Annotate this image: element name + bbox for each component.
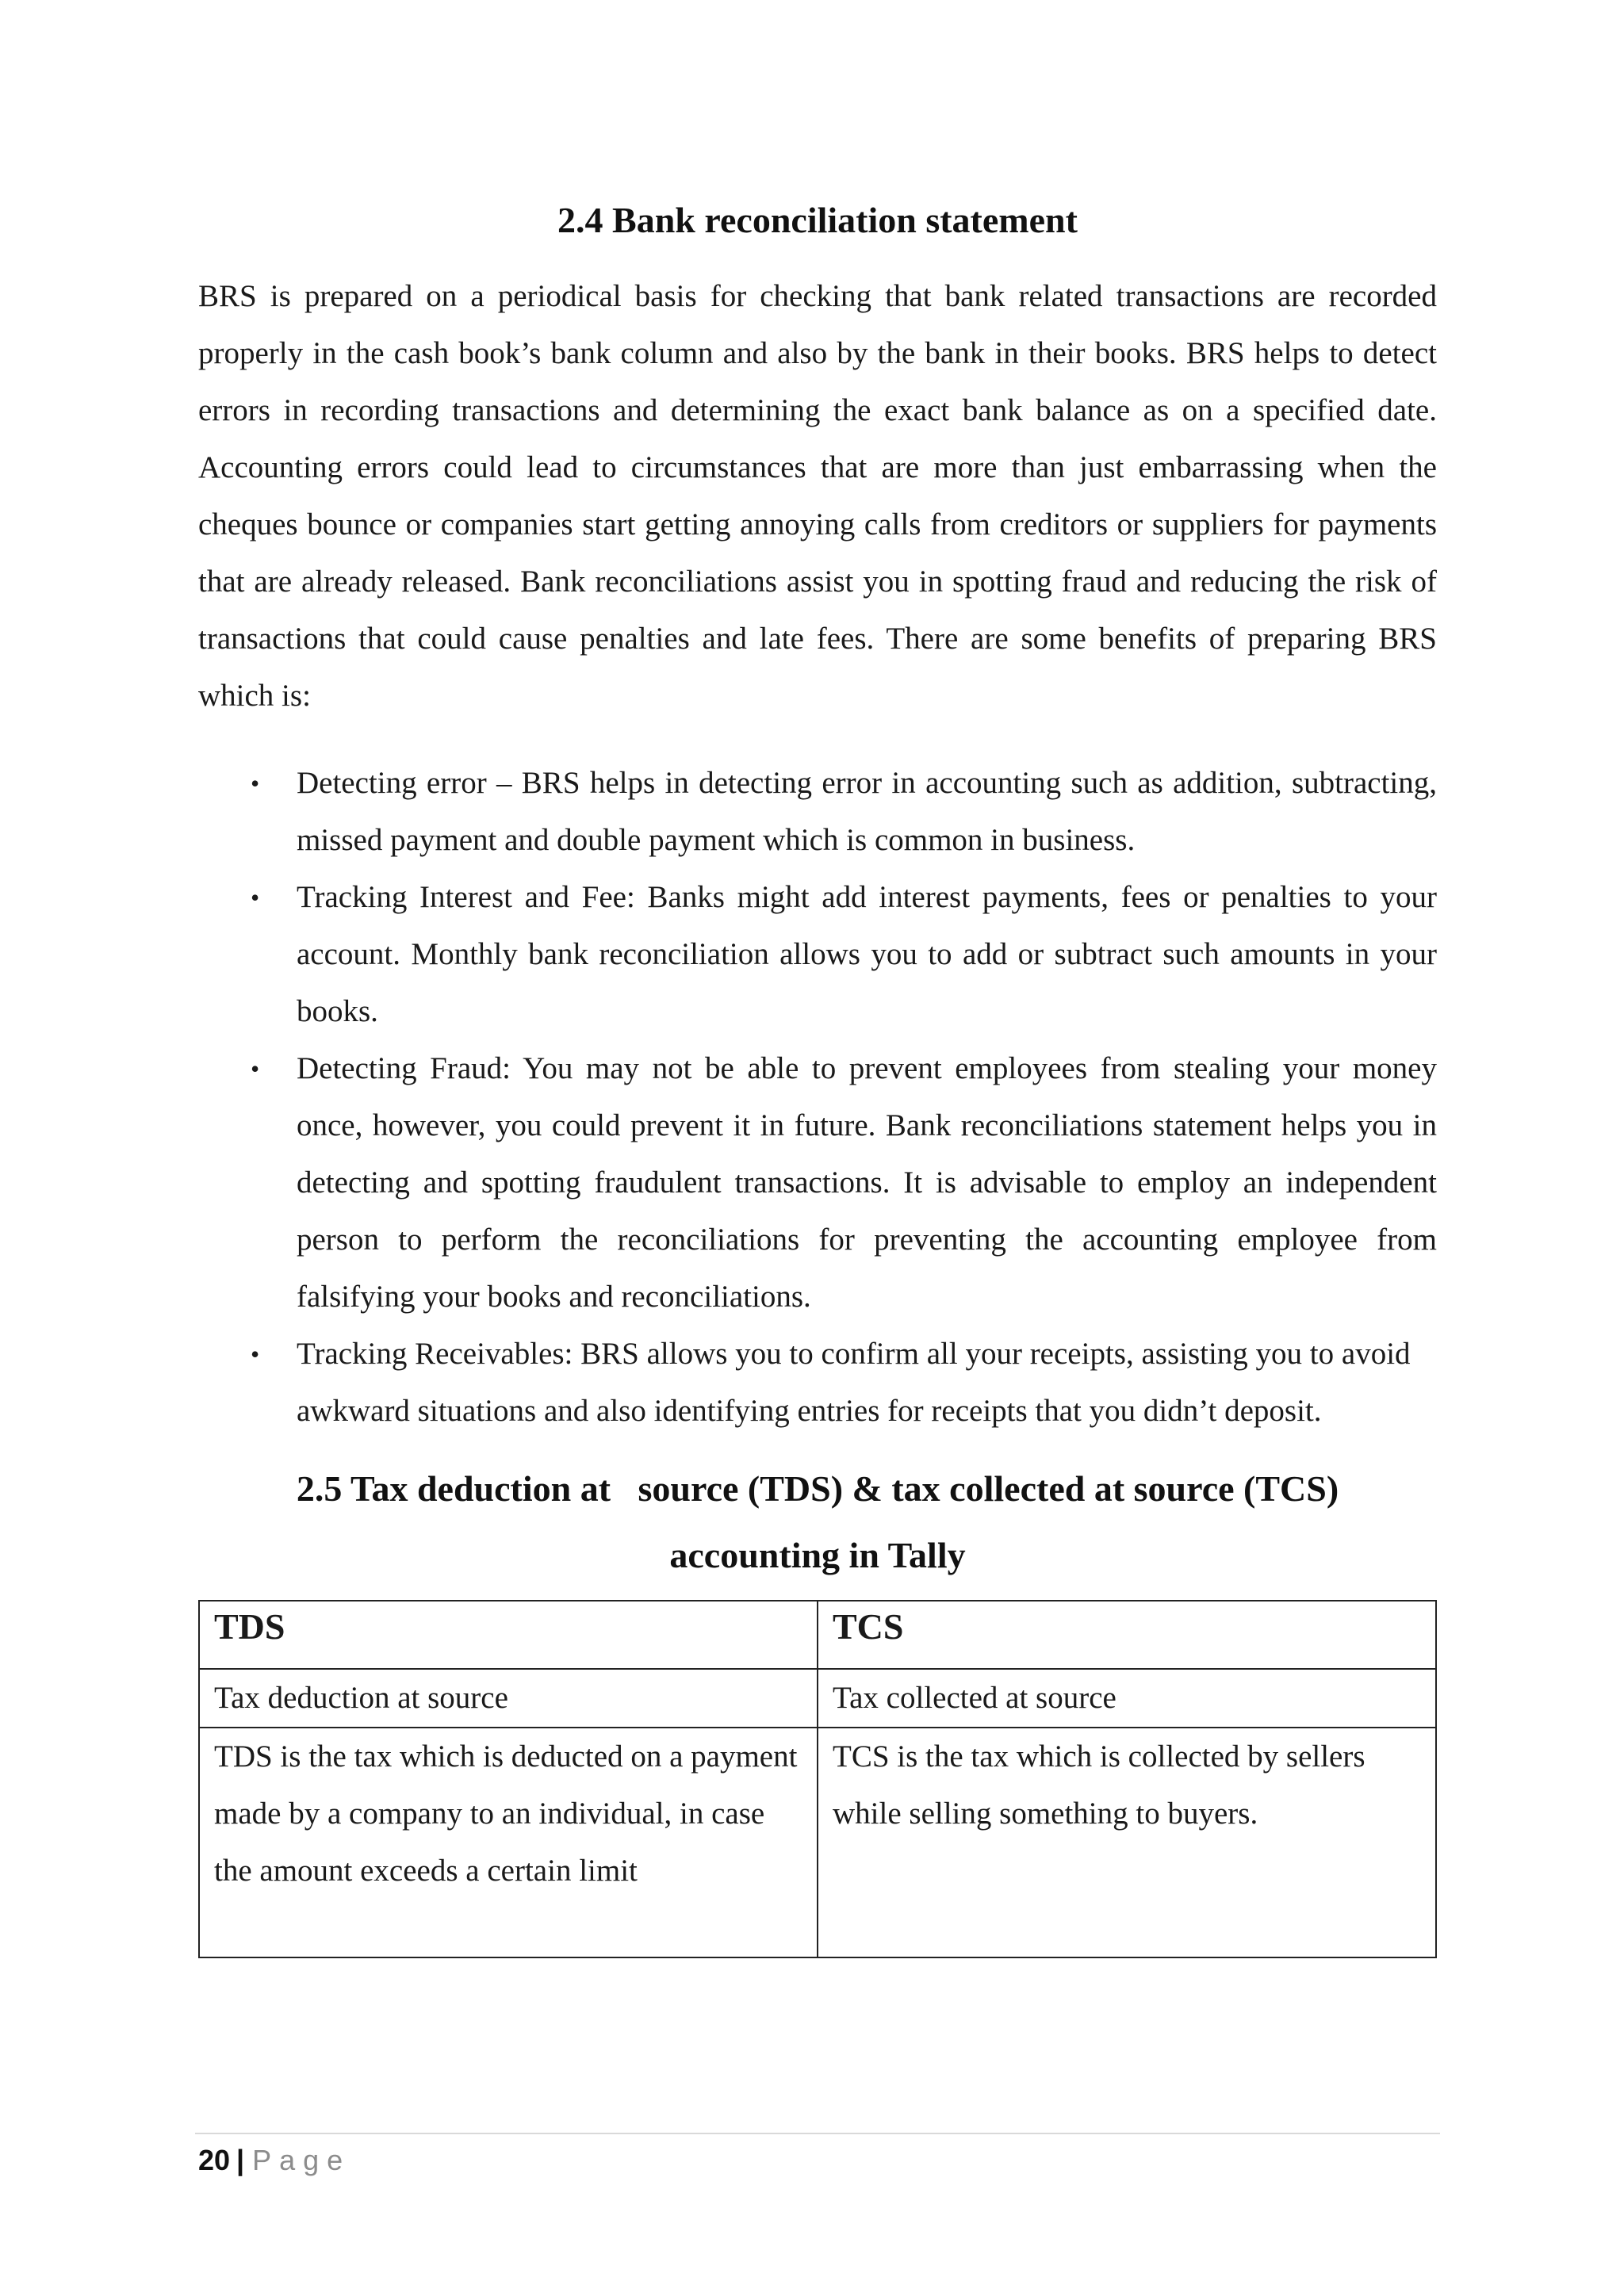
table-row xyxy=(199,1669,1436,1728)
table-header-tds: TDS xyxy=(199,1601,818,1669)
brs-intro-paragraph: BRS is prepared on a periodical basis for checking that bank related transactions are recorded properly in the cash book’s bank column and also by the bank in their books. BRS helps to detect errors in recording transactions and determining the exact bank balance as on a specified date. Accounting errors could lead to circumstances that are more than just embarrassing when the cheques bounce or companies start getting annoying calls from creditors or suppliers for payments that are already released. Bank reconciliations assist you in spotting fraud and reducing the risk of transactions that could cause penalties and late fees. There are some benefits of preparing BRS which is: xyxy=(198,279,1437,713)
list-item-text: Tracking Interest and Fee: Banks might add interest payments, fees or penalties to your account. Monthly bank reconciliation allows you to add or subtract such amounts in your books. xyxy=(297,880,1437,1028)
list-item-text: Detecting error – BRS helps in detecting error in accounting such as addition, subtracting, missed payment and double payment which is common in business. xyxy=(297,766,1437,857)
page-label: Page xyxy=(252,2144,351,2176)
list-item xyxy=(198,869,1437,1040)
table-header-tcs: TCS xyxy=(818,1601,1436,1669)
page-number: 20 xyxy=(198,2144,231,2176)
page-footer xyxy=(198,2141,350,2180)
section-heading-line-2: accounting in Tally xyxy=(669,1535,966,1575)
list-item xyxy=(198,755,1437,869)
table-cell: TDS is the tax which is deducted on a payment made by a company to an individual, in case the amount exceeds a certain limit xyxy=(199,1728,818,1957)
bullet-icon: • xyxy=(251,1054,260,1083)
list-item xyxy=(198,1040,1437,1326)
page-content xyxy=(198,187,1437,1958)
list-item-text: Tracking Receivables: BRS allows you to confirm all your receipts, assisting you to avoid awkward situations and also identifying entries for receipts that you didn’t deposit. xyxy=(297,1337,1411,1428)
table-cell: Tax deduction at source xyxy=(199,1669,818,1728)
list-item xyxy=(198,1326,1437,1440)
bullet-icon: • xyxy=(251,1340,260,1368)
table-cell: Tax collected at source xyxy=(818,1669,1436,1728)
section-heading-bank-reconciliation: 2.4 Bank reconciliation statement xyxy=(557,200,1078,240)
section-heading-tds-tcs xyxy=(198,1456,1437,1589)
footer-separator: | xyxy=(236,2144,245,2176)
table-header-row xyxy=(199,1601,1436,1669)
bullet-icon: • xyxy=(251,883,260,912)
brs-benefits-list xyxy=(198,755,1437,1440)
bullet-icon: • xyxy=(251,769,260,798)
table-row xyxy=(199,1728,1436,1957)
section-heading-line-1: 2.5 Tax deduction at source (TDS) & tax collected at source (TCS) xyxy=(296,1468,1339,1509)
table-cell: TCS is the tax which is collected by sellers while selling something to buyers. xyxy=(818,1728,1436,1957)
footer-divider xyxy=(195,2133,1440,2134)
list-item-text: Detecting Fraud: You may not be able to prevent employees from stealing your money once, however, you could prevent it in future. Bank reconciliations statement helps you in detecting and spotting fraudulent transactions. It is advisable to employ an independent person to perform the reconciliations for preventing the accounting employee from falsifying your books and reconciliations. xyxy=(297,1051,1437,1314)
tds-tcs-comparison-table xyxy=(198,1600,1437,1958)
